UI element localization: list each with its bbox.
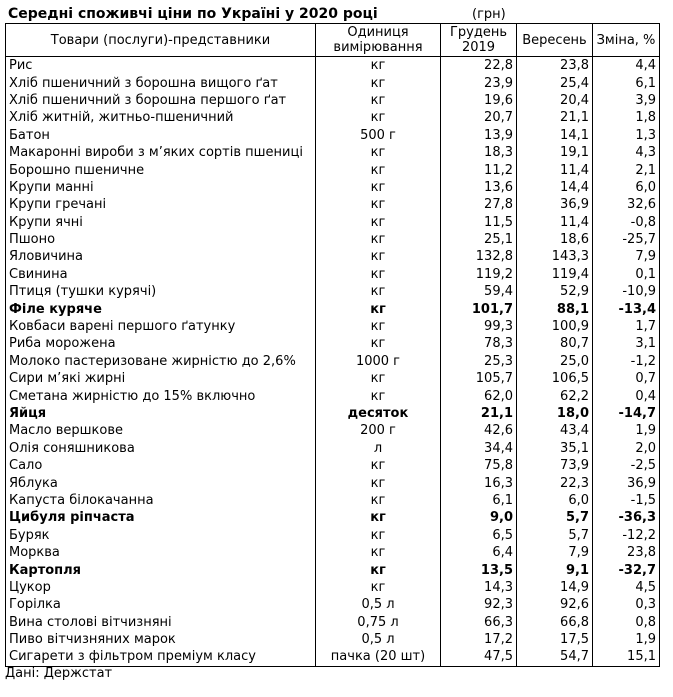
table-row <box>6 370 660 387</box>
header-dec2019: Грудень 2019 <box>441 24 517 57</box>
cell-product: Горілка <box>6 596 316 613</box>
cell-change: 3,1 <box>593 335 660 352</box>
cell-sep: 54,7 <box>517 648 593 666</box>
cell-sep: 17,5 <box>517 631 593 648</box>
cell-dec2019: 13,5 <box>441 561 517 578</box>
cell-product: Яблука <box>6 474 316 491</box>
table-row <box>6 614 660 631</box>
cell-change: 1,9 <box>593 631 660 648</box>
table-row <box>6 422 660 439</box>
cell-unit: кг <box>316 318 441 335</box>
cell-dec2019: 101,7 <box>441 300 517 317</box>
cell-unit: кг <box>316 509 441 526</box>
source-note: Дані: Держстат <box>5 666 113 681</box>
cell-dec2019: 16,3 <box>441 474 517 491</box>
cell-sep: 5,7 <box>517 509 593 526</box>
cell-sep: 23,8 <box>517 57 593 75</box>
table-title: Середні споживчі ціни по Україні у 2020 році <box>8 6 378 22</box>
cell-sep: 88,1 <box>517 300 593 317</box>
cell-unit: кг <box>316 248 441 265</box>
cell-product: Пиво вітчизняних марок <box>6 631 316 648</box>
cell-sep: 100,9 <box>517 318 593 335</box>
cell-sep: 6,0 <box>517 492 593 509</box>
cell-change: 7,9 <box>593 248 660 265</box>
cell-unit: кг <box>316 74 441 91</box>
cell-unit: десяток <box>316 405 441 422</box>
cell-unit: кг <box>316 300 441 317</box>
cell-dec2019: 13,9 <box>441 127 517 144</box>
cell-dec2019: 14,3 <box>441 579 517 596</box>
cell-dec2019: 42,6 <box>441 422 517 439</box>
table-row <box>6 509 660 526</box>
price-table <box>5 23 660 667</box>
cell-dec2019: 99,3 <box>441 318 517 335</box>
cell-unit: кг <box>316 474 441 491</box>
cell-sep: 14,4 <box>517 179 593 196</box>
cell-dec2019: 11,5 <box>441 214 517 231</box>
cell-product: Цукор <box>6 579 316 596</box>
cell-product: Крупи гречані <box>6 196 316 213</box>
cell-product: Олія соняшникова <box>6 440 316 457</box>
cell-change: 6,0 <box>593 179 660 196</box>
cell-change: 3,9 <box>593 92 660 109</box>
cell-product: Птиця (тушки курячі) <box>6 283 316 300</box>
table-row <box>6 387 660 404</box>
cell-unit: кг <box>316 144 441 161</box>
cell-product: Буряк <box>6 527 316 544</box>
cell-change: -36,3 <box>593 509 660 526</box>
cell-change: -13,4 <box>593 300 660 317</box>
cell-unit: кг <box>316 109 441 126</box>
cell-product: Хліб пшеничний з борошна першого ґат <box>6 92 316 109</box>
cell-change: 6,1 <box>593 74 660 91</box>
cell-sep: 21,1 <box>517 109 593 126</box>
cell-dec2019: 22,8 <box>441 57 517 75</box>
cell-change: 15,1 <box>593 648 660 666</box>
cell-sep: 25,4 <box>517 74 593 91</box>
cell-dec2019: 132,8 <box>441 248 517 265</box>
cell-dec2019: 9,0 <box>441 509 517 526</box>
cell-product: Сири м’які жирні <box>6 370 316 387</box>
cell-sep: 43,4 <box>517 422 593 439</box>
cell-unit: кг <box>316 561 441 578</box>
header-unit: Одиниця вимірювання <box>316 24 441 57</box>
cell-unit: кг <box>316 179 441 196</box>
cell-unit: кг <box>316 457 441 474</box>
cell-change: 23,8 <box>593 544 660 561</box>
header-product: Товари (послуги)-представники <box>6 24 316 57</box>
cell-unit: кг <box>316 283 441 300</box>
cell-product: Молоко пастеризоване жирністю до 2,6% <box>6 353 316 370</box>
cell-unit: 0,75 л <box>316 614 441 631</box>
cell-unit: кг <box>316 214 441 231</box>
table-row <box>6 231 660 248</box>
cell-unit: кг <box>316 266 441 283</box>
cell-sep: 25,0 <box>517 353 593 370</box>
cell-product: Крупи манні <box>6 179 316 196</box>
table-row <box>6 74 660 91</box>
cell-dec2019: 20,7 <box>441 109 517 126</box>
cell-dec2019: 66,3 <box>441 614 517 631</box>
table-row <box>6 283 660 300</box>
cell-product: Яловичина <box>6 248 316 265</box>
cell-product: Свинина <box>6 266 316 283</box>
cell-sep: 11,4 <box>517 214 593 231</box>
cell-product: Батон <box>6 127 316 144</box>
cell-sep: 119,4 <box>517 266 593 283</box>
cell-sep: 14,1 <box>517 127 593 144</box>
cell-dec2019: 92,3 <box>441 596 517 613</box>
cell-sep: 80,7 <box>517 335 593 352</box>
cell-change: 4,4 <box>593 57 660 75</box>
cell-change: 1,3 <box>593 127 660 144</box>
cell-change: 36,9 <box>593 474 660 491</box>
table-row <box>6 596 660 613</box>
cell-change: -12,2 <box>593 527 660 544</box>
cell-sep: 66,8 <box>517 614 593 631</box>
cell-change: -0,8 <box>593 214 660 231</box>
table-row <box>6 474 660 491</box>
table-row <box>6 109 660 126</box>
cell-unit: пачка (20 шт) <box>316 648 441 666</box>
cell-dec2019: 78,3 <box>441 335 517 352</box>
cell-sep: 7,9 <box>517 544 593 561</box>
table-row <box>6 527 660 544</box>
cell-dec2019: 25,1 <box>441 231 517 248</box>
cell-change: -1,5 <box>593 492 660 509</box>
cell-sep: 20,4 <box>517 92 593 109</box>
cell-product: Яйця <box>6 405 316 422</box>
cell-sep: 52,9 <box>517 283 593 300</box>
cell-unit: кг <box>316 92 441 109</box>
cell-product: Сигарети з фільтром преміум класу <box>6 648 316 666</box>
cell-dec2019: 105,7 <box>441 370 517 387</box>
cell-unit: кг <box>316 544 441 561</box>
header-sep: Вересень <box>517 24 593 57</box>
cell-change: 4,3 <box>593 144 660 161</box>
cell-sep: 18,6 <box>517 231 593 248</box>
cell-change: 1,8 <box>593 109 660 126</box>
cell-dec2019: 34,4 <box>441 440 517 457</box>
cell-change: 0,7 <box>593 370 660 387</box>
cell-product: Крупи ячні <box>6 214 316 231</box>
cell-dec2019: 75,8 <box>441 457 517 474</box>
cell-product: Рис <box>6 57 316 75</box>
table-body <box>6 57 660 667</box>
cell-unit: кг <box>316 387 441 404</box>
cell-change: -32,7 <box>593 561 660 578</box>
cell-product: Капуста білокачанна <box>6 492 316 509</box>
cell-unit: кг <box>316 527 441 544</box>
cell-unit: 0,5 л <box>316 631 441 648</box>
cell-change: 32,6 <box>593 196 660 213</box>
cell-product: Риба морожена <box>6 335 316 352</box>
cell-change: 4,5 <box>593 579 660 596</box>
currency-unit-note: (грн) <box>472 7 506 22</box>
cell-sep: 92,6 <box>517 596 593 613</box>
cell-dec2019: 25,3 <box>441 353 517 370</box>
cell-unit: кг <box>316 579 441 596</box>
cell-sep: 73,9 <box>517 457 593 474</box>
table-row <box>6 248 660 265</box>
cell-unit: кг <box>316 231 441 248</box>
table-row <box>6 144 660 161</box>
cell-change: 2,0 <box>593 440 660 457</box>
cell-product: Макаронні вироби з м’яких сортів пшениці <box>6 144 316 161</box>
table-row <box>6 196 660 213</box>
cell-sep: 19,1 <box>517 144 593 161</box>
cell-product: Морква <box>6 544 316 561</box>
cell-product: Борошно пшеничне <box>6 161 316 178</box>
table-row <box>6 300 660 317</box>
cell-unit: 0,5 л <box>316 596 441 613</box>
cell-product: Вина столові вітчизняні <box>6 614 316 631</box>
cell-dec2019: 119,2 <box>441 266 517 283</box>
table-row <box>6 179 660 196</box>
cell-product: Масло вершкове <box>6 422 316 439</box>
cell-unit: кг <box>316 161 441 178</box>
cell-change: 0,4 <box>593 387 660 404</box>
table-row <box>6 318 660 335</box>
cell-product: Сало <box>6 457 316 474</box>
cell-dec2019: 17,2 <box>441 631 517 648</box>
table-row <box>6 631 660 648</box>
cell-change: 0,1 <box>593 266 660 283</box>
cell-change: 0,3 <box>593 596 660 613</box>
table-header <box>6 24 660 57</box>
cell-sep: 18,0 <box>517 405 593 422</box>
cell-change: 0,8 <box>593 614 660 631</box>
cell-dec2019: 6,5 <box>441 527 517 544</box>
table-row <box>6 214 660 231</box>
header-row <box>6 24 660 57</box>
cell-product: Філе куряче <box>6 300 316 317</box>
cell-product: Картопля <box>6 561 316 578</box>
cell-sep: 36,9 <box>517 196 593 213</box>
cell-sep: 9,1 <box>517 561 593 578</box>
cell-dec2019: 23,9 <box>441 74 517 91</box>
table-row <box>6 127 660 144</box>
cell-change: -2,5 <box>593 457 660 474</box>
table-row <box>6 161 660 178</box>
table-row <box>6 544 660 561</box>
cell-change: 1,7 <box>593 318 660 335</box>
cell-sep: 22,3 <box>517 474 593 491</box>
cell-change: 1,9 <box>593 422 660 439</box>
cell-sep: 5,7 <box>517 527 593 544</box>
table-row <box>6 440 660 457</box>
cell-change: -25,7 <box>593 231 660 248</box>
cell-dec2019: 27,8 <box>441 196 517 213</box>
table-row <box>6 57 660 75</box>
cell-dec2019: 59,4 <box>441 283 517 300</box>
cell-product: Цибуля ріпчаста <box>6 509 316 526</box>
cell-sep: 11,4 <box>517 161 593 178</box>
cell-product: Хліб житній, житньо-пшеничний <box>6 109 316 126</box>
table-row <box>6 353 660 370</box>
cell-unit: л <box>316 440 441 457</box>
cell-dec2019: 18,3 <box>441 144 517 161</box>
cell-product: Хліб пшеничний з борошна вищого ґат <box>6 74 316 91</box>
cell-change: -1,2 <box>593 353 660 370</box>
cell-dec2019: 6,4 <box>441 544 517 561</box>
cell-product: Ковбаси варені першого ґатунку <box>6 318 316 335</box>
cell-product: Пшоно <box>6 231 316 248</box>
cell-dec2019: 19,6 <box>441 92 517 109</box>
table-row <box>6 492 660 509</box>
cell-dec2019: 62,0 <box>441 387 517 404</box>
table-row <box>6 457 660 474</box>
cell-dec2019: 11,2 <box>441 161 517 178</box>
cell-unit: кг <box>316 196 441 213</box>
table-row <box>6 561 660 578</box>
cell-unit: кг <box>316 370 441 387</box>
cell-unit: кг <box>316 335 441 352</box>
cell-unit: 1000 г <box>316 353 441 370</box>
cell-unit: кг <box>316 492 441 509</box>
table-row <box>6 92 660 109</box>
cell-product: Сметана жирністю до 15% включно <box>6 387 316 404</box>
cell-sep: 62,2 <box>517 387 593 404</box>
table-row <box>6 648 660 666</box>
table-row <box>6 335 660 352</box>
cell-dec2019: 47,5 <box>441 648 517 666</box>
cell-sep: 35,1 <box>517 440 593 457</box>
table-row <box>6 266 660 283</box>
cell-sep: 14,9 <box>517 579 593 596</box>
cell-dec2019: 13,6 <box>441 179 517 196</box>
table-row <box>6 405 660 422</box>
cell-unit: 500 г <box>316 127 441 144</box>
cell-sep: 143,3 <box>517 248 593 265</box>
table-row <box>6 579 660 596</box>
cell-sep: 106,5 <box>517 370 593 387</box>
cell-dec2019: 21,1 <box>441 405 517 422</box>
cell-change: -14,7 <box>593 405 660 422</box>
cell-unit: 200 г <box>316 422 441 439</box>
cell-change: -10,9 <box>593 283 660 300</box>
cell-unit: кг <box>316 57 441 75</box>
header-change: Зміна, % <box>593 24 660 57</box>
cell-dec2019: 6,1 <box>441 492 517 509</box>
cell-change: 2,1 <box>593 161 660 178</box>
